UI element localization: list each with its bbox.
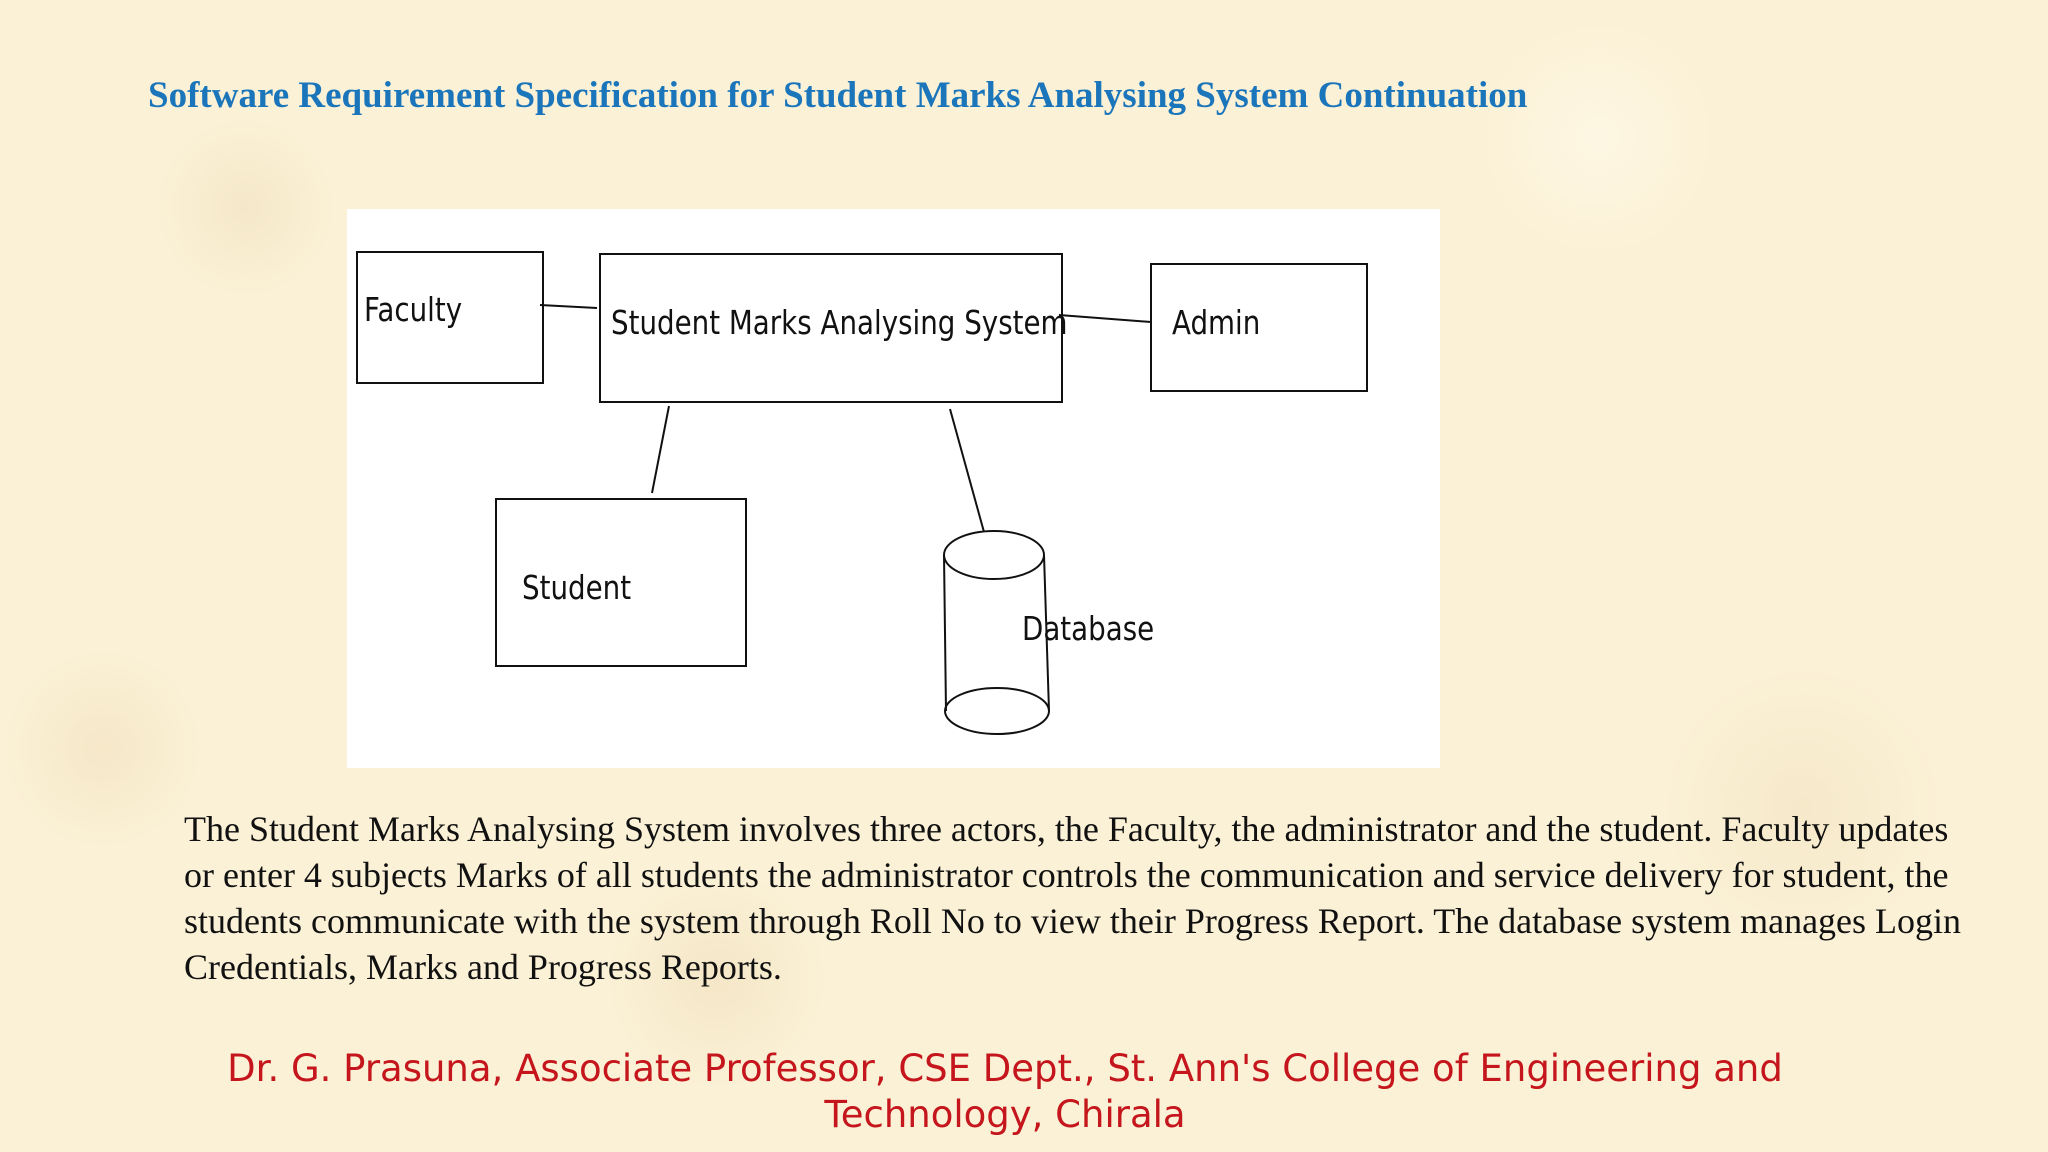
slide-title: Software Requirement Specification for Student Marks Analysing System Continuation	[148, 75, 1528, 116]
faculty-system-connector	[540, 305, 597, 308]
system-student-connector	[652, 406, 669, 493]
system-database-connector	[950, 409, 984, 532]
admin-label: Admin	[1172, 304, 1261, 343]
student-label: Student	[522, 569, 632, 608]
description-paragraph: The Student Marks Analysing System involves three actors, the Faculty, the administrator and the student. Faculty updates or enter 4 subjects Marks of all students the administrator controls the communication and service delivery for student, the students communicate with the system through Roll No to view their Progress Report. The database system manages Login Credentials, Marks and Progress Reports.	[184, 809, 1962, 987]
system-admin-connector	[1059, 315, 1151, 322]
context-diagram-canvas	[347, 209, 1440, 768]
context-diagram	[347, 209, 1440, 768]
database-label: Database	[1022, 610, 1155, 649]
faculty-label: Faculty	[364, 291, 463, 330]
system-label: Student Marks Analysing System	[611, 304, 1068, 343]
author-footer: Dr. G. Prasuna, Associate Professor, CSE Dept., St. Ann's College of Engineering and Technology, Chirala	[227, 1047, 1783, 1136]
